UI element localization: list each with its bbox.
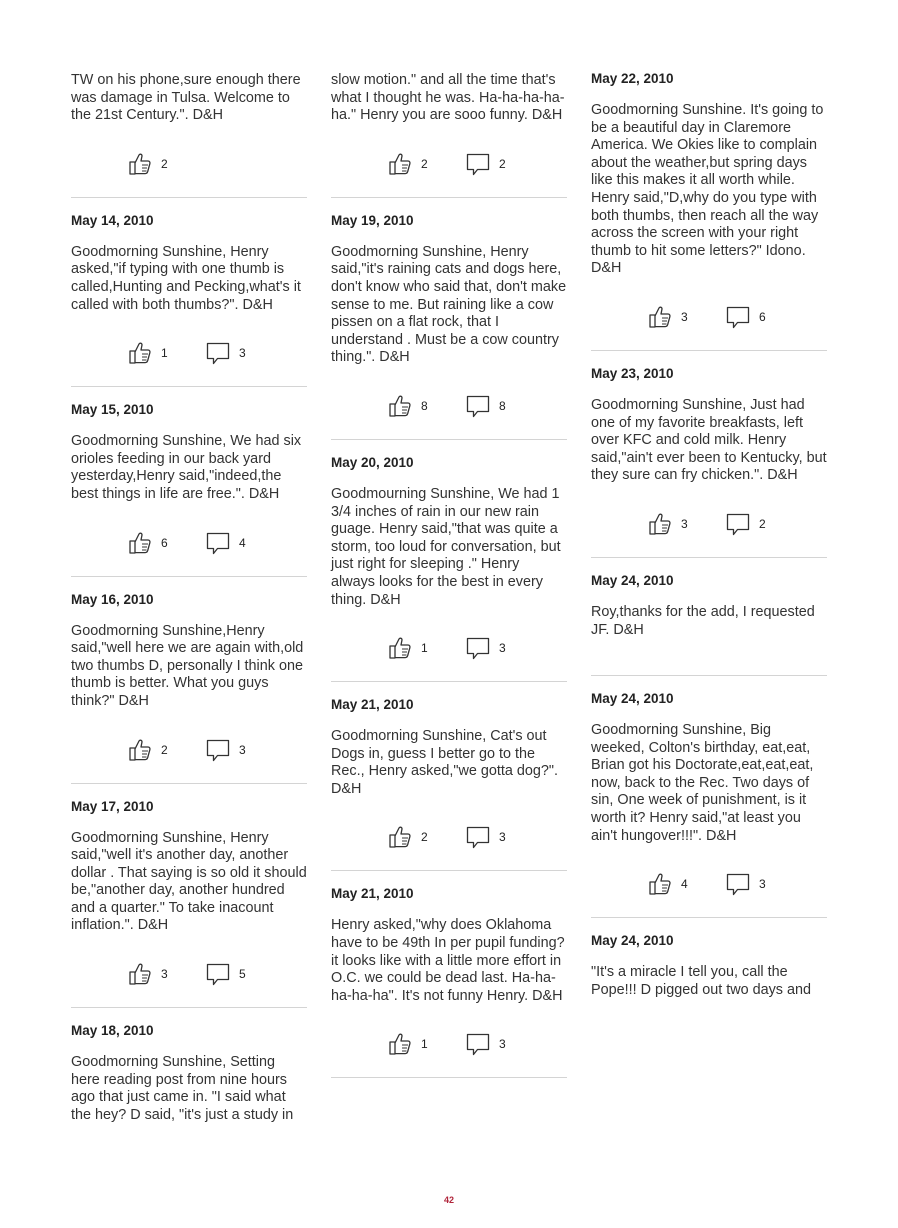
comment-count: 3 bbox=[499, 641, 506, 656]
comment-button[interactable] bbox=[205, 737, 246, 763]
post bbox=[591, 365, 827, 541]
column-2 bbox=[331, 72, 567, 1078]
post-text: Goodmorning Sunshine, Henry said,"it's raining cats and dogs here, don't know who said that, don't make sense to me. But raining like a cow pissen on a flat rock, that I understand . Must be a cow country thing.". D&H bbox=[331, 243, 567, 366]
post bbox=[71, 212, 307, 370]
reactions-bar bbox=[331, 635, 567, 665]
like-button[interactable] bbox=[647, 304, 688, 330]
post bbox=[71, 401, 307, 559]
reactions-bar bbox=[71, 961, 307, 991]
divider bbox=[331, 197, 567, 198]
reactions-bar bbox=[71, 737, 307, 767]
post-date: May 23, 2010 bbox=[591, 365, 674, 381]
like-count: 2 bbox=[421, 156, 428, 171]
post-date: May 24, 2010 bbox=[591, 691, 674, 707]
post-date: May 18, 2010 bbox=[71, 1023, 154, 1039]
speech-bubble-icon bbox=[205, 737, 231, 763]
like-count: 3 bbox=[681, 516, 688, 531]
like-count: 2 bbox=[161, 156, 168, 171]
reactions-bar bbox=[71, 530, 307, 560]
post-text: Goodmorning Sunshine, Just had one of my favorite breakfasts, left over KFC and cold milk. Henry said,"ain't ever been to Kentucky, but they sure can fry chicken.". D&H bbox=[591, 396, 827, 484]
comment-button[interactable] bbox=[725, 511, 766, 537]
divider bbox=[71, 1007, 307, 1008]
like-count: 4 bbox=[681, 877, 688, 892]
like-button[interactable] bbox=[127, 737, 168, 763]
post bbox=[331, 72, 567, 181]
column-3 bbox=[591, 70, 827, 999]
column-1 bbox=[71, 72, 307, 1124]
post bbox=[71, 72, 307, 181]
comment-count: 2 bbox=[499, 156, 506, 171]
comment-button[interactable] bbox=[725, 304, 766, 330]
thumbs-up-icon bbox=[127, 340, 153, 366]
post-date: May 21, 2010 bbox=[331, 886, 414, 902]
comment-count: 3 bbox=[499, 830, 506, 845]
like-button[interactable] bbox=[647, 871, 688, 897]
comment-count: 3 bbox=[239, 742, 246, 757]
post-text: Goodmorning Sunshine, Henry said,"well it's another day, another dollar . That saying is so old it should be,"another day, another hundred and a quarter." To take inacount inflation.". D&H bbox=[71, 829, 307, 934]
post bbox=[591, 70, 827, 334]
like-button[interactable] bbox=[387, 151, 428, 177]
comment-count: 5 bbox=[239, 967, 246, 982]
comment-count: 4 bbox=[239, 535, 246, 550]
like-count: 6 bbox=[161, 535, 168, 550]
speech-bubble-icon bbox=[725, 511, 751, 537]
reactions-bar bbox=[331, 151, 567, 181]
comment-button[interactable] bbox=[465, 635, 506, 661]
divider bbox=[591, 557, 827, 558]
like-button[interactable] bbox=[387, 1031, 428, 1057]
post-text: Goodmorning Sunshine,Henry said,"well here we are again with,old two thumbs D, personally I think one thumb is better. What you guys think?" D&H bbox=[71, 622, 304, 709]
post-text: Goodmorning Sunshine, Cat's out Dogs in, guess I better go to the Rec., Henry asked,"we gotta dog?". D&H bbox=[331, 728, 558, 797]
reactions-bar bbox=[71, 340, 307, 370]
post bbox=[331, 885, 567, 1061]
thumbs-up-icon bbox=[127, 530, 153, 556]
reactions-bar bbox=[591, 511, 827, 541]
post-date: May 16, 2010 bbox=[71, 591, 154, 607]
divider bbox=[71, 783, 307, 784]
comment-button[interactable] bbox=[465, 151, 506, 177]
post-text: Henry asked,"why does Oklahoma have to be 49th In per pupil funding?it looks like with a little more effort in O.C. we could be dead last. Ha-ha-ha-ha-ha". It's not funny Henry. D&H bbox=[331, 917, 565, 1004]
comment-count: 3 bbox=[239, 346, 246, 361]
reactions-bar bbox=[331, 1031, 567, 1061]
post-date: May 21, 2010 bbox=[331, 697, 414, 713]
divider bbox=[71, 197, 307, 198]
post bbox=[591, 690, 827, 901]
post bbox=[331, 212, 567, 423]
like-count: 2 bbox=[161, 742, 168, 757]
post-text: "It's a miracle I tell you, call the Pope!!! D pigged out two days and bbox=[591, 964, 812, 998]
comment-button[interactable] bbox=[205, 530, 246, 556]
post bbox=[591, 572, 827, 675]
comment-button[interactable] bbox=[465, 824, 506, 850]
post bbox=[71, 591, 307, 767]
like-button[interactable] bbox=[387, 824, 428, 850]
comment-count: 3 bbox=[499, 1037, 506, 1052]
post-text: TW on his phone,sure enough there was damage in Tulsa. Welcome to the 21st Century.". D&H bbox=[71, 72, 301, 124]
speech-bubble-icon bbox=[205, 961, 231, 987]
comment-button[interactable] bbox=[725, 871, 766, 897]
comment-button[interactable] bbox=[465, 1031, 506, 1057]
speech-bubble-icon bbox=[465, 151, 491, 177]
post bbox=[591, 932, 827, 999]
speech-bubble-icon bbox=[725, 304, 751, 330]
like-button[interactable] bbox=[127, 151, 168, 177]
reactions-bar bbox=[71, 151, 307, 181]
comment-button[interactable] bbox=[205, 340, 246, 366]
divider bbox=[71, 576, 307, 577]
thumbs-up-icon bbox=[127, 737, 153, 763]
post-text: Goodmorning Sunshine, Big weeked, Colton's birthday, eat,eat, Brian got his Doctorate,eat,eat,eat, now, back to the Rec. Two days of sin, One week of punishment, is it worth it? Henry said,"at least you ain't hungover!!!". D&H bbox=[591, 722, 814, 844]
post-date: May 22, 2010 bbox=[591, 71, 674, 86]
post-date: May 14, 2010 bbox=[71, 212, 154, 228]
post-text: Roy,thanks for the add, I requested JF. D&H bbox=[591, 603, 815, 638]
post-text: Goodmorning Sunshine, Setting here reading post from nine hours ago that just came in. "I said what the hey? D said, "it's just a study in bbox=[71, 1054, 294, 1123]
post-date: May 20, 2010 bbox=[331, 454, 414, 470]
speech-bubble-icon bbox=[205, 340, 231, 366]
post-date: May 19, 2010 bbox=[331, 212, 414, 228]
divider bbox=[591, 350, 827, 351]
speech-bubble-icon bbox=[465, 1031, 491, 1057]
divider bbox=[591, 675, 827, 676]
like-count: 2 bbox=[421, 830, 428, 845]
like-count: 8 bbox=[421, 398, 428, 413]
like-count: 1 bbox=[161, 346, 168, 361]
post-date: May 15, 2010 bbox=[71, 402, 154, 418]
post-date: May 24, 2010 bbox=[591, 572, 674, 588]
reactions-bar bbox=[591, 304, 827, 334]
post-text: Goodmorning Sunshine, Henry asked,"if typing with one thumb is called,Hunting and Pecking,what's it called with both thumbs?". D&H bbox=[71, 243, 301, 313]
like-count: 3 bbox=[161, 967, 168, 982]
reactions-bar bbox=[331, 824, 567, 854]
speech-bubble-icon bbox=[725, 871, 751, 897]
post bbox=[331, 454, 567, 665]
comment-button[interactable] bbox=[465, 393, 506, 419]
divider bbox=[331, 439, 567, 440]
like-count: 1 bbox=[421, 1037, 428, 1052]
post bbox=[71, 1022, 307, 1124]
post-text: Goodmorning Sunshine. It's going to be a beautiful day in Claremore America. We Okies like to complain about the weather,but spring days like this makes it all worth while. Henry said,"D,why do you type with both thumbs, then reach all the way across the screen with your right thumb to hit some letters?" Idono. D&H bbox=[591, 102, 824, 277]
comment-count: 2 bbox=[759, 516, 766, 531]
speech-bubble-icon bbox=[465, 635, 491, 661]
like-count: 3 bbox=[681, 309, 688, 324]
like-button[interactable] bbox=[127, 530, 168, 556]
thumbs-up-icon bbox=[647, 871, 673, 897]
divider bbox=[71, 386, 307, 387]
like-button[interactable] bbox=[127, 961, 168, 987]
reactions-bar bbox=[591, 871, 827, 901]
thumbs-up-icon bbox=[387, 824, 413, 850]
post bbox=[71, 798, 307, 992]
comment-count: 6 bbox=[759, 309, 766, 324]
spacer bbox=[591, 639, 827, 675]
speech-bubble-icon bbox=[465, 393, 491, 419]
thumbs-up-icon bbox=[387, 151, 413, 177]
post-text: Goodmorning Sunshine, We had six orioles feeding in our back yard yesterday,Henry said,"indeed,the best things in life are free.". D&H bbox=[71, 433, 302, 502]
like-button[interactable] bbox=[647, 511, 688, 537]
post-date: May 17, 2010 bbox=[71, 798, 154, 814]
post-text: Goodmourning Sunshine, We had 1 3/4 inches of rain in our new rain guage. Henry said,"that was quite a storm, too loud for conversation, but just right for sleeping ." Henry always looks for the best in every thing. D&H bbox=[331, 485, 561, 608]
like-button[interactable] bbox=[127, 340, 168, 366]
like-button[interactable] bbox=[387, 635, 428, 661]
divider bbox=[591, 917, 827, 918]
comment-button[interactable] bbox=[205, 961, 246, 987]
reactions-bar bbox=[331, 393, 567, 423]
divider bbox=[331, 681, 567, 682]
post-text: slow motion." and all the time that's what I thought he was. Ha-ha-ha-ha-ha." Henry you are sooo funny. D&H bbox=[331, 72, 565, 124]
thumbs-up-icon bbox=[127, 961, 153, 987]
speech-bubble-icon bbox=[205, 530, 231, 556]
thumbs-up-icon bbox=[127, 151, 153, 177]
divider bbox=[331, 870, 567, 871]
thumbs-up-icon bbox=[387, 1031, 413, 1057]
post bbox=[331, 696, 567, 854]
comment-count: 3 bbox=[759, 877, 766, 892]
like-button[interactable] bbox=[387, 393, 428, 419]
post-date: May 24, 2010 bbox=[591, 933, 674, 949]
comment-count: 8 bbox=[499, 398, 506, 413]
thumbs-up-icon bbox=[647, 511, 673, 537]
thumbs-up-icon bbox=[647, 304, 673, 330]
like-count: 1 bbox=[421, 641, 428, 656]
divider bbox=[331, 1077, 567, 1078]
thumbs-up-icon bbox=[387, 393, 413, 419]
speech-bubble-icon bbox=[465, 824, 491, 850]
page-number: 42 bbox=[443, 1195, 454, 1205]
thumbs-up-icon bbox=[387, 635, 413, 661]
